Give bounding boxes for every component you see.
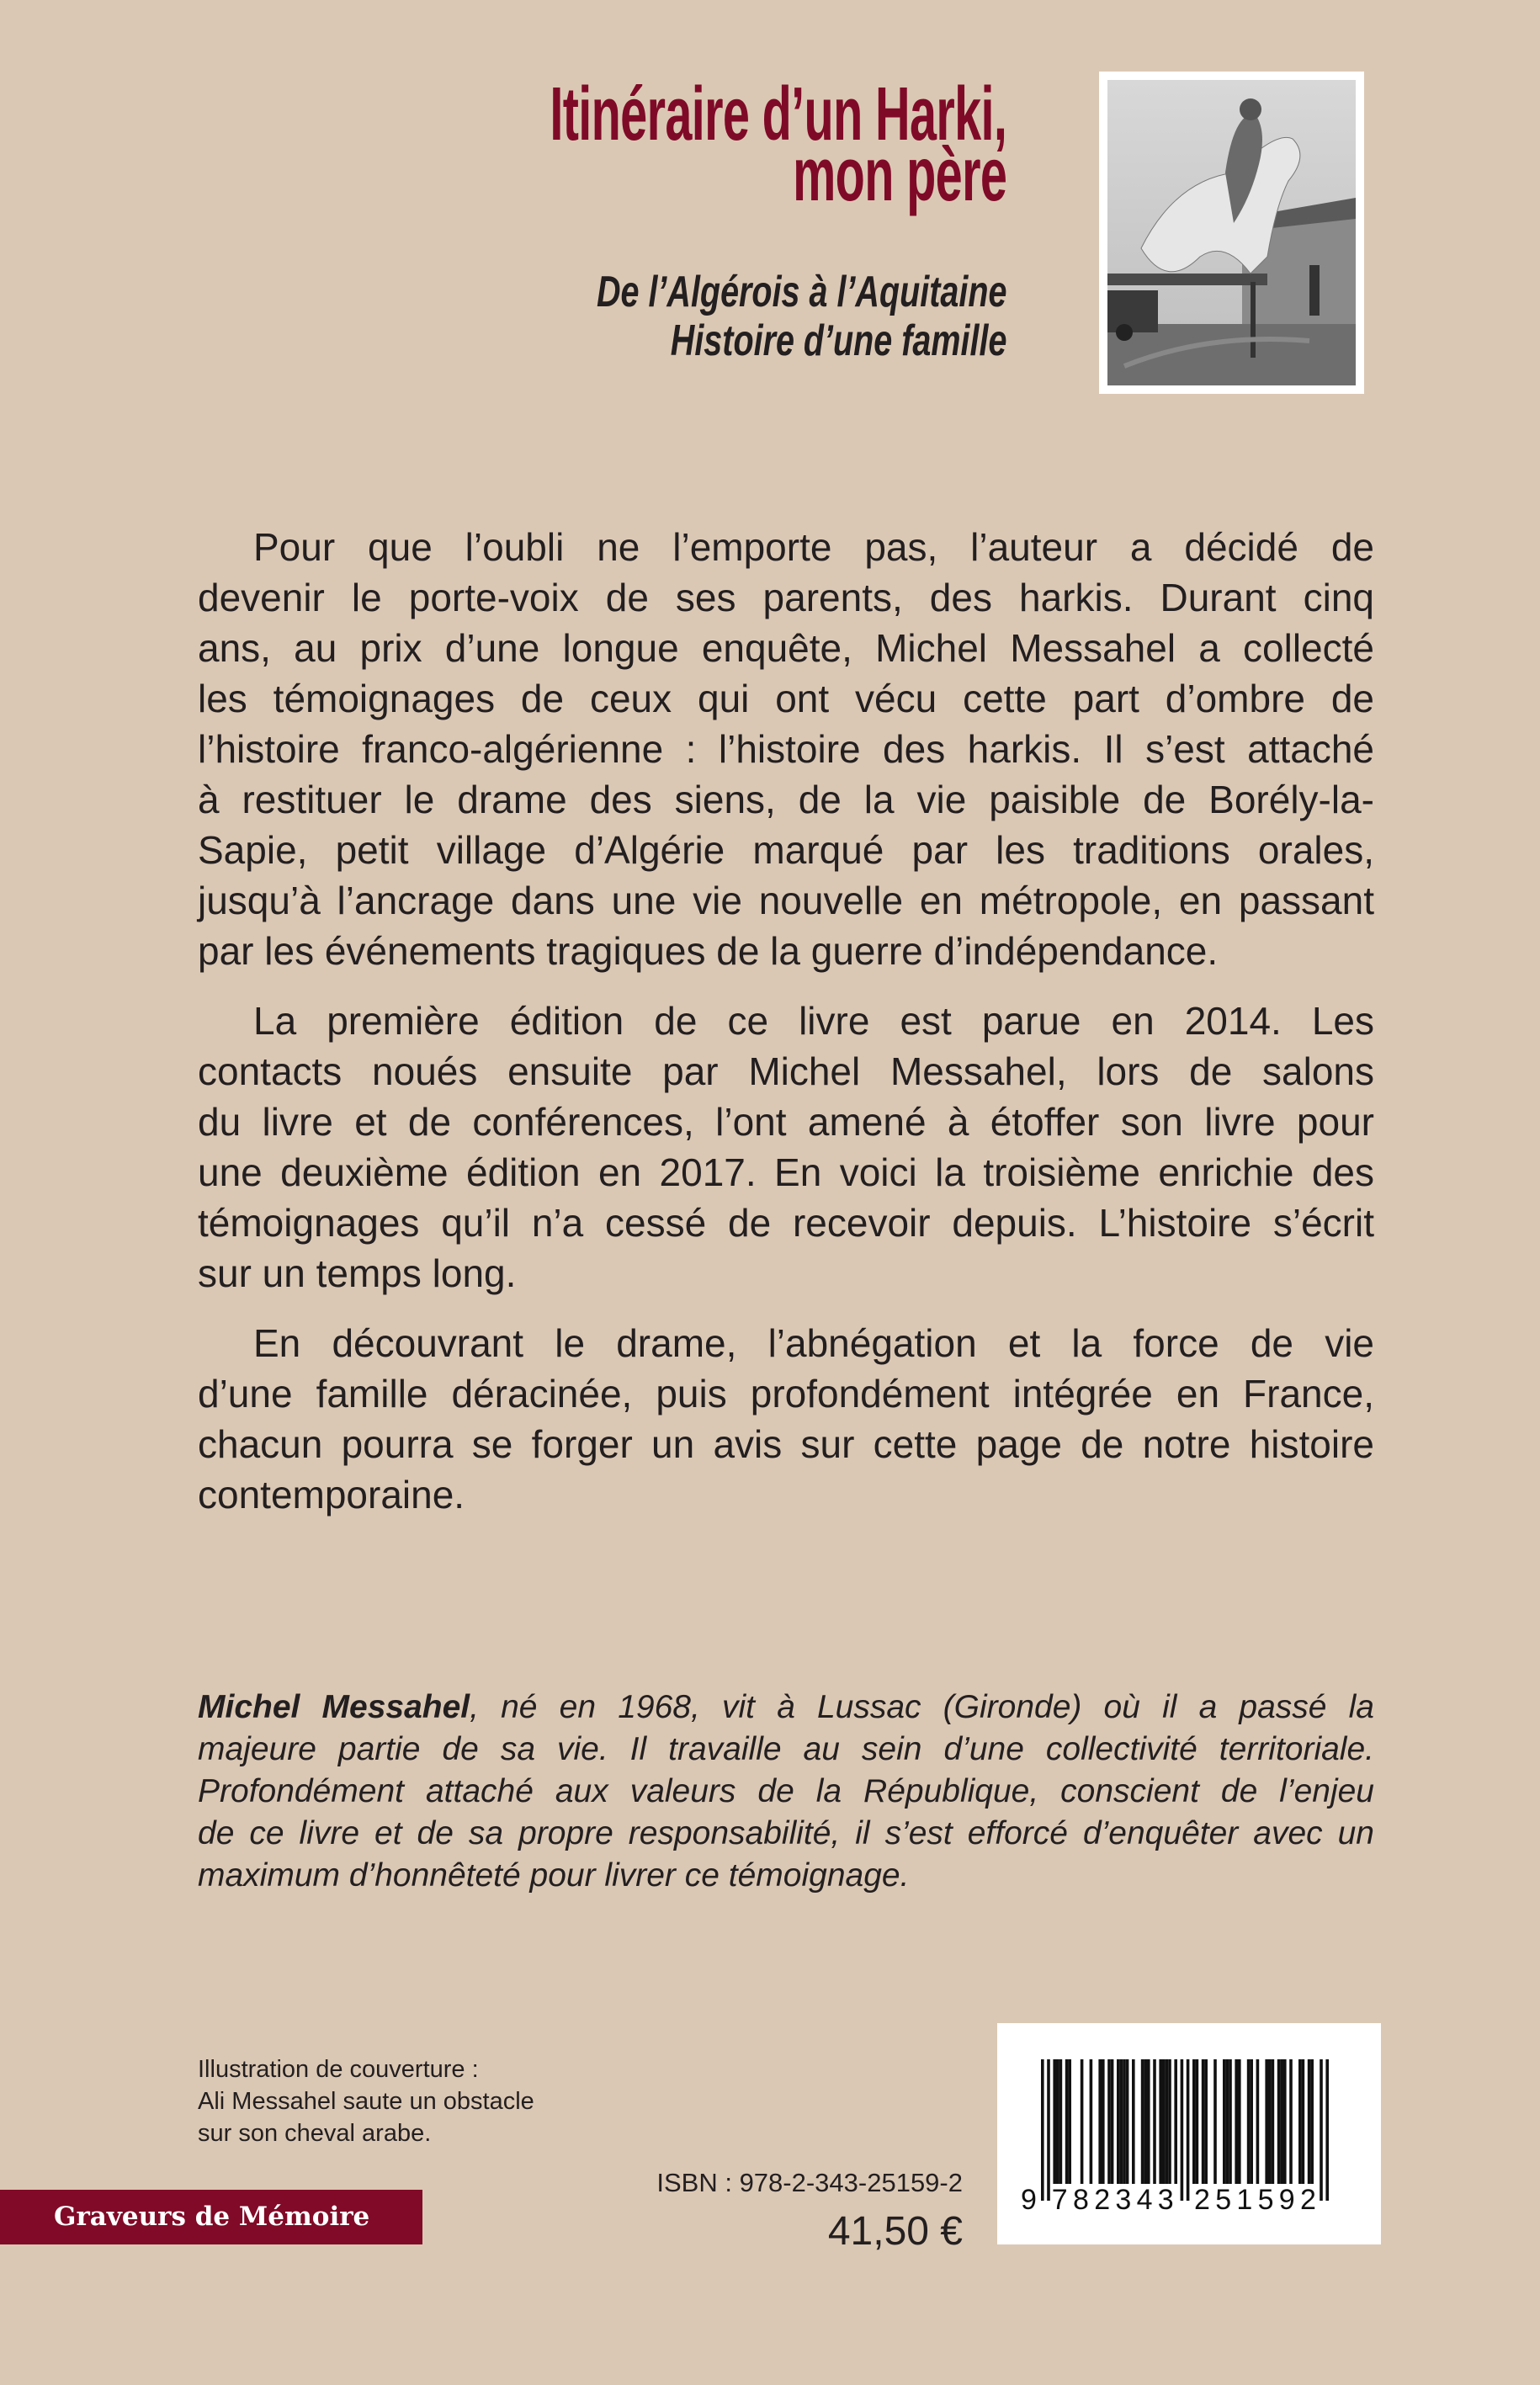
barcode-digit: 2 bbox=[1194, 2184, 1210, 2216]
book-subtitle bbox=[596, 268, 1006, 365]
subtitle-line-1: De l’Algérois à l’Aquitaine bbox=[596, 268, 1006, 316]
barcode-digit: 1 bbox=[1236, 2184, 1253, 2216]
barcode-bar bbox=[1238, 2059, 1241, 2184]
barcode-digit: 5 bbox=[1215, 2184, 1232, 2216]
summary-line: Pour que l’oubli ne l’emporte pas, l’auteur a décidé de bbox=[253, 525, 1374, 569]
caption-line: Ali Messahel saute un obstacle bbox=[198, 2088, 534, 2115]
barcode-bar bbox=[1117, 2059, 1120, 2184]
barcode-bar bbox=[1181, 2059, 1184, 2201]
barcode-bar bbox=[1235, 2059, 1238, 2184]
barcode-digit: 9 bbox=[1021, 2184, 1037, 2216]
summary-line: d’une famille déracinée, puis profondément intégrée en France, bbox=[198, 1372, 1374, 1416]
barcode-bar bbox=[1192, 2059, 1196, 2184]
barcode-digit: 3 bbox=[1157, 2184, 1174, 2216]
barcode-bar bbox=[1120, 2059, 1123, 2184]
bio-line: de ce livre et de sa propre responsabilité, il s’est efforcé d’enquêter avec un bbox=[198, 1815, 1374, 1851]
barcode-digit: 2 bbox=[1300, 2184, 1316, 2216]
barcode-bar bbox=[1213, 2059, 1217, 2184]
book-title bbox=[550, 72, 1006, 217]
barcode-bar bbox=[1256, 2059, 1260, 2184]
summary-line: contemporaine. bbox=[198, 1473, 465, 1517]
summary-paragraph bbox=[198, 996, 1374, 1299]
barcode-bar bbox=[1132, 2059, 1135, 2184]
barcode-bar bbox=[1223, 2059, 1226, 2184]
barcode-bar bbox=[1265, 2059, 1268, 2184]
barcode-bar bbox=[1280, 2059, 1283, 2184]
ean13-barcode bbox=[997, 2023, 1381, 2244]
summary-line: témoignages qu’il n’a cessé de recevoir depuis. L’histoire s’écrit bbox=[198, 1201, 1374, 1245]
barcode-bar bbox=[1041, 2059, 1044, 2201]
barcode-bar bbox=[1247, 2059, 1251, 2184]
barcode-bar bbox=[1320, 2059, 1323, 2201]
barcode-bar bbox=[1123, 2059, 1126, 2184]
bio-line: majeure partie de sa vie. Il travaille au sein d’une collectivité territoriale. bbox=[198, 1731, 1374, 1767]
barcode-bar bbox=[1196, 2059, 1199, 2184]
horse-jump-photo bbox=[1107, 80, 1356, 385]
summary-line: par les événements tragiques de la guerre d’indépendance. bbox=[198, 929, 1219, 973]
caption-line: Illustration de couverture : bbox=[198, 2056, 479, 2083]
bio-line: , né en 1968, vit à Lussac (Gironde) où il a passé la bbox=[470, 1689, 1374, 1725]
barcode-bar bbox=[1126, 2059, 1129, 2184]
cover-photo bbox=[1099, 72, 1364, 394]
barcode-digit: 4 bbox=[1136, 2184, 1153, 2216]
barcode-bar bbox=[1174, 2059, 1177, 2184]
summary-line: une deuxième édition en 2017. En voici la troisième enrichie des bbox=[198, 1150, 1374, 1194]
barcode-bar bbox=[1141, 2059, 1144, 2184]
barcode-bar bbox=[1153, 2059, 1156, 2184]
barcode-bar bbox=[1107, 2059, 1111, 2184]
barcode-bar bbox=[1302, 2059, 1305, 2184]
barcode-bar bbox=[1166, 2059, 1169, 2184]
summary-line: à restituer le drame des siens, de la vie paisible de Borély-la- bbox=[198, 778, 1374, 821]
barcode-digit: 9 bbox=[1278, 2184, 1295, 2216]
barcode-bar bbox=[1098, 2059, 1102, 2184]
barcode-bar bbox=[1298, 2059, 1302, 2184]
barcode-digit: 5 bbox=[1257, 2184, 1274, 2216]
cover-illustration-caption bbox=[198, 2053, 534, 2149]
barcode-bar bbox=[1308, 2059, 1311, 2184]
barcode-bar bbox=[1065, 2059, 1069, 2184]
barcode-bar bbox=[1162, 2059, 1166, 2184]
barcode-digit: 8 bbox=[1073, 2184, 1089, 2216]
barcode-digit: 7 bbox=[1051, 2184, 1068, 2216]
summary-line: Sapie, petit village d’Algérie marqué par les traditions orales, bbox=[198, 828, 1374, 872]
summary-line: sur un temps long. bbox=[198, 1251, 517, 1295]
barcode-bar bbox=[1159, 2059, 1162, 2184]
summary-line: devenir le porte-voix de ses parents, des harkis. Durant cinq bbox=[198, 576, 1374, 619]
barcode-bar bbox=[1229, 2059, 1232, 2184]
summary-line: La première édition de ce livre est parue en 2014. Les bbox=[253, 999, 1374, 1043]
summary-line: jusqu’à l’ancrage dans une vie nouvelle en métropole, en passant bbox=[198, 879, 1374, 922]
barcode-bar bbox=[1102, 2059, 1105, 2184]
barcode-bar bbox=[1059, 2059, 1063, 2184]
author-name: Michel Messahel bbox=[198, 1689, 470, 1725]
barcode-bar bbox=[1053, 2059, 1056, 2184]
author-bio bbox=[198, 1686, 1374, 1897]
barcode-bar bbox=[1068, 2059, 1071, 2184]
barcode-bar bbox=[1187, 2059, 1190, 2201]
barcode-bar bbox=[1144, 2059, 1147, 2184]
publisher-collection-label: Graveurs de Mémoire bbox=[0, 2190, 422, 2244]
barcode-bar bbox=[1272, 2059, 1275, 2184]
back-cover-summary bbox=[198, 522, 1374, 1539]
bio-line: maximum d’honnêteté pour livrer ce témoignage. bbox=[198, 1857, 910, 1894]
barcode-bar bbox=[1168, 2059, 1171, 2184]
summary-line: du livre et de conférences, l’ont amené à étoffer son livre pour bbox=[198, 1100, 1374, 1144]
barcode-bar bbox=[1250, 2059, 1253, 2184]
summary-paragraph bbox=[198, 1318, 1374, 1520]
barcode-bar bbox=[1056, 2059, 1059, 2184]
barcode-bar bbox=[1202, 2059, 1205, 2184]
barcode-digit: 3 bbox=[1115, 2184, 1132, 2216]
summary-line: les témoignages de ceux qui ont vécu cette part d’ombre de bbox=[198, 677, 1374, 720]
barcode-bar bbox=[1289, 2059, 1293, 2184]
barcode-bar bbox=[1277, 2059, 1281, 2184]
isbn: ISBN : 978-2-343-25159-2 bbox=[656, 2168, 963, 2197]
summary-line: ans, au prix d’une longue enquête, Michel Messahel a collecté bbox=[198, 626, 1374, 670]
subtitle-line-2: Histoire d’une famille bbox=[670, 316, 1006, 365]
bio-line: Profondément attaché aux valeurs de la République, conscient de l’enjeu bbox=[198, 1773, 1374, 1809]
barcode-bar bbox=[1090, 2059, 1093, 2184]
barcode-bar bbox=[1226, 2059, 1229, 2184]
barcode-bar bbox=[1081, 2059, 1084, 2184]
summary-line: l’histoire franco-algérienne : l’histoire des harkis. Il s’est attaché bbox=[198, 727, 1374, 771]
barcode-bar bbox=[1047, 2059, 1050, 2201]
barcode-bar bbox=[1268, 2059, 1272, 2184]
caption-line: sur son cheval arabe. bbox=[198, 2120, 432, 2147]
barcode bbox=[997, 2023, 1381, 2244]
summary-line: contacts noués ensuite par Michel Messahel, lors de salons bbox=[198, 1049, 1374, 1093]
barcode-digit: 2 bbox=[1094, 2184, 1111, 2216]
summary-paragraph bbox=[198, 522, 1374, 976]
title-line-2: mon père bbox=[792, 133, 1006, 217]
title-line-1: Itinéraire d’un Harki, bbox=[550, 72, 1006, 157]
barcode-bar bbox=[1204, 2059, 1208, 2184]
summary-line: chacun pourra se forger un avis sur cette page de notre histoire bbox=[198, 1422, 1374, 1466]
price: 41,50 € bbox=[827, 2209, 963, 2254]
summary-line: En découvrant le drame, l’abnégation et la force de vie bbox=[253, 1321, 1374, 1365]
barcode-bar bbox=[1147, 2059, 1150, 2184]
barcode-bar bbox=[1310, 2059, 1314, 2184]
barcode-bar bbox=[1283, 2059, 1287, 2184]
barcode-bar bbox=[1325, 2059, 1329, 2201]
barcode-bar bbox=[1111, 2059, 1114, 2184]
